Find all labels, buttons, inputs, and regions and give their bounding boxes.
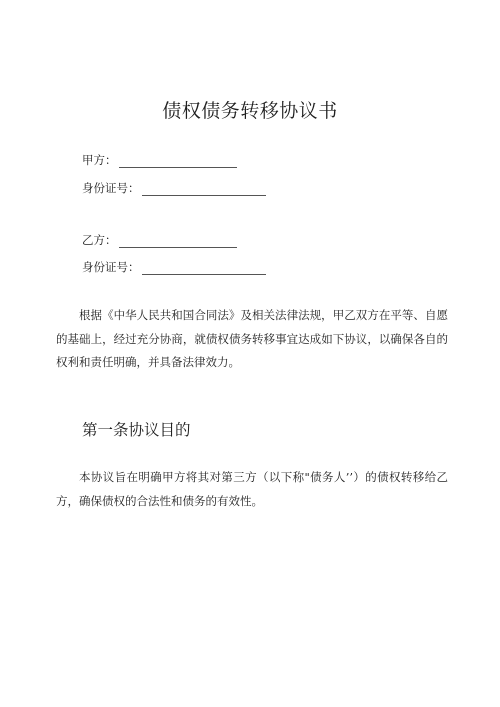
- section-heading: 第一条协议目的: [82, 421, 191, 439]
- party-b-id-label: 身份证号：: [82, 260, 140, 274]
- party-b-name-label: 乙方：: [82, 233, 117, 247]
- party-a-id-field: [82, 180, 266, 196]
- party-b-name-field: [82, 232, 237, 248]
- party-b-id-field: [82, 259, 266, 275]
- document-title: 债权债务转移协议书: [162, 100, 338, 122]
- party-a-name-label: 甲方：: [82, 153, 117, 167]
- section-body-paragraph: 本协议旨在明确甲方将其对第三方（以下称"债务人’’）的债权转移给乙方，确保债权的合法性和债务的有效性。: [56, 470, 448, 508]
- party-a-id-label: 身份证号：: [82, 181, 140, 195]
- party-a-name-blank: [119, 155, 237, 168]
- party-b-name-blank: [119, 235, 237, 248]
- party-a-id-blank: [142, 183, 266, 196]
- preamble-paragraph: 根据《中华人民共和国合同法》及相关法律法规，甲乙双方在平等、自愿的基础上，经过充分协商，就债权债务转移事宜达成如下协议，以确保各自的权利和责任明确，并具备法律效力。: [56, 308, 448, 369]
- party-b-id-blank: [142, 262, 266, 275]
- party-a-name-field: [82, 152, 237, 168]
